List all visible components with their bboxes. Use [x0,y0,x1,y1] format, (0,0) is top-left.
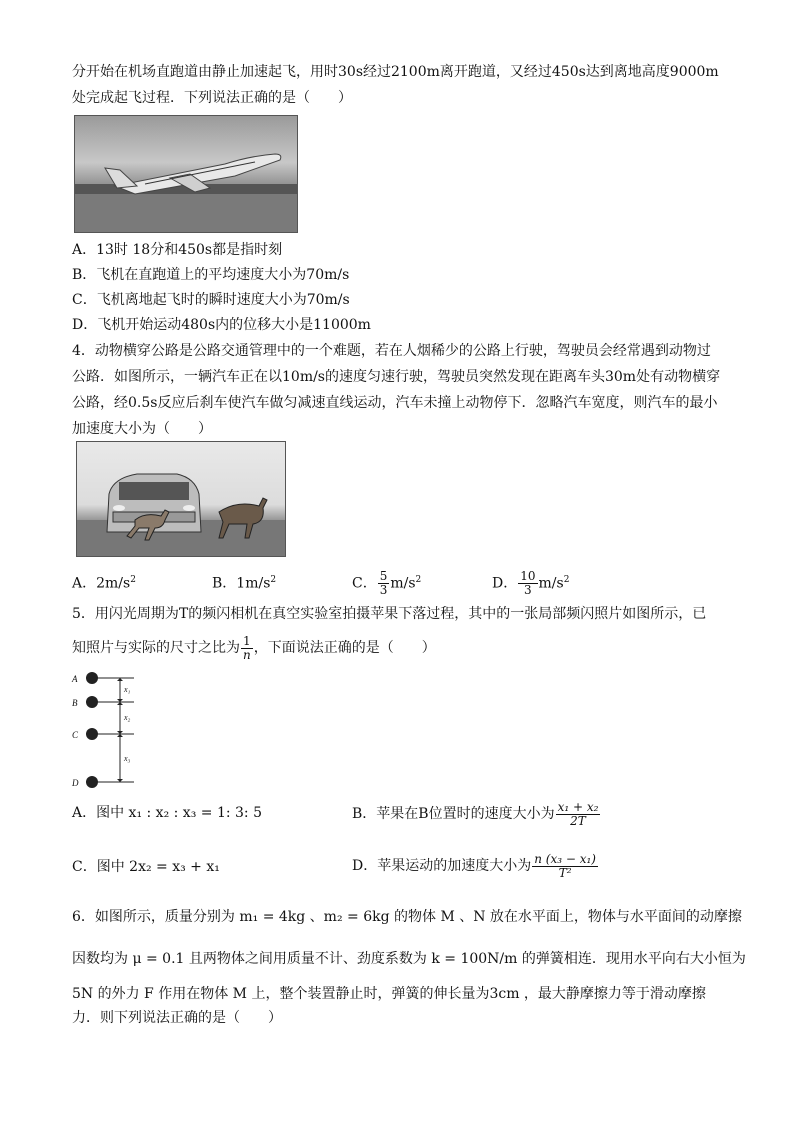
airplane-icon [75,116,297,232]
apple-b [86,696,98,708]
q3-text-line-1: 分开始在机场直跑道由静止加速起飞，用时30s经过2100m离开跑道，又经过450s达到离地高度9000m [72,64,719,80]
q6-text-line-3: 5N 的外力 F 作用在物体 M 上，整个装置静止时，弹簧的伸长量为3cm ，最大静摩擦力等于滑动摩擦 [72,986,706,1002]
car-antelope-photo [76,441,286,557]
q5-d-fraction: $\frac{\text{n (x₃ − x₁)}}{\text{T²}}$ [534,851,596,880]
apple-d [86,776,98,788]
q4-text-line-1: 4．动物横穿公路是公路交通管理中的一个难题，若在人烟稀少的公路上行驶，驾驶员会经常遇到动物过 [72,343,711,359]
q4-text-line-3: 公路，经0.5s反应后刹车使汽车做匀减速直线运动，汽车未撞上动物停下．忽略汽车宽度，则汽车的最小 [72,395,718,411]
q4-option-b: B．$1m/s^2$ [212,575,277,592]
car-icon [77,442,285,556]
q4-text-line-4: 加速度大小为（ ） [72,421,212,437]
airplane-takeoff-photo [74,115,298,233]
q4-d-fraction: $\frac{10}{3}$ [520,569,536,598]
q5-text-line-2: 知照片与实际的尺寸之比为 $\frac{1}{n}$ ，下面说法正确的是（ ） [72,633,436,662]
q5-b-fraction: $\frac{\text{x₁ + x₂}}{2T}$ [557,799,599,828]
segment-x2: x₂ [124,713,131,722]
q3-text-line-2: 处完成起飞过程．下列说法正确的是（ ） [72,90,352,106]
q6-text-line-4: 力．则下列说法正确的是（ ） [72,1010,282,1026]
q6-text-line-2: 因数均为 μ = 0.1 且两物体之间用质量不计、劲度系数为 k = 100N/m 的弹簧相连．现用水平向右大小恒为 [72,951,746,967]
q5-text-line-1: 5．用闪光周期为T的频闪相机在真空实验室拍摄苹果下落过程，其中的一张局部频闪照片如图所示，已 [72,606,707,622]
q4-option-d: D． $\frac{10}{3}$ $m/s^2$ [492,569,570,598]
q4-text-line-2: 公路．如图所示，一辆汽车正在以10m/s的速度匀速行驶，驾驶员突然发现在距离车头30m处有动物横穿 [72,369,721,385]
q3-option-a: A．13时 18分和450s都是指时刻 [72,242,283,258]
q5-option-a: A．图中 x₁ : x₂ : x₃ = 1: 3: 5 [72,805,263,821]
q5-option-d: D．苹果运动的加速度大小为 $\frac{\text{n (x₃ − x₁)}}{\text{T²}}$ [352,851,596,880]
label-a: A [72,674,78,684]
q3-option-d: D．飞机开始运动480s内的位移大小是11000m [72,317,371,333]
apple-strobe-figure [70,668,150,794]
segment-x1: x₁ [124,685,131,694]
apple-c [86,728,98,740]
q4-c-fraction: $\frac{5}{3}$ [379,569,388,598]
apple-a [86,672,98,684]
q4-option-c: C． $\frac{5}{3}$ $m/s^2$ [352,569,422,598]
q3-option-b: B．飞机在直跑道上的平均速度大小为70m/s [72,267,350,283]
q3-option-c: C．飞机离地起飞时的瞬时速度大小为70m/s [72,292,350,308]
q5-option-c: C．图中 2x₂ = x₃ + x₁ [72,859,220,875]
label-c: C [72,730,79,740]
q5-option-b: B．苹果在B位置时的速度大小为 $\frac{\text{x₁ + x₂}}{2T}$ [352,799,599,828]
segment-x3: x₃ [124,754,131,763]
q4-option-a: A．$2m/s^2$ [72,575,136,592]
label-d: D [72,778,79,788]
q6-text-line-1: 6．如图所示，质量分别为 m₁ = 4kg 、m₂ = 6kg 的物体 M 、N 放在水平面上，物体与水平面间的动摩擦 [72,909,742,925]
label-b: B [72,698,78,708]
q5-ratio-fraction: $\frac{1}{n}$ [243,633,251,662]
